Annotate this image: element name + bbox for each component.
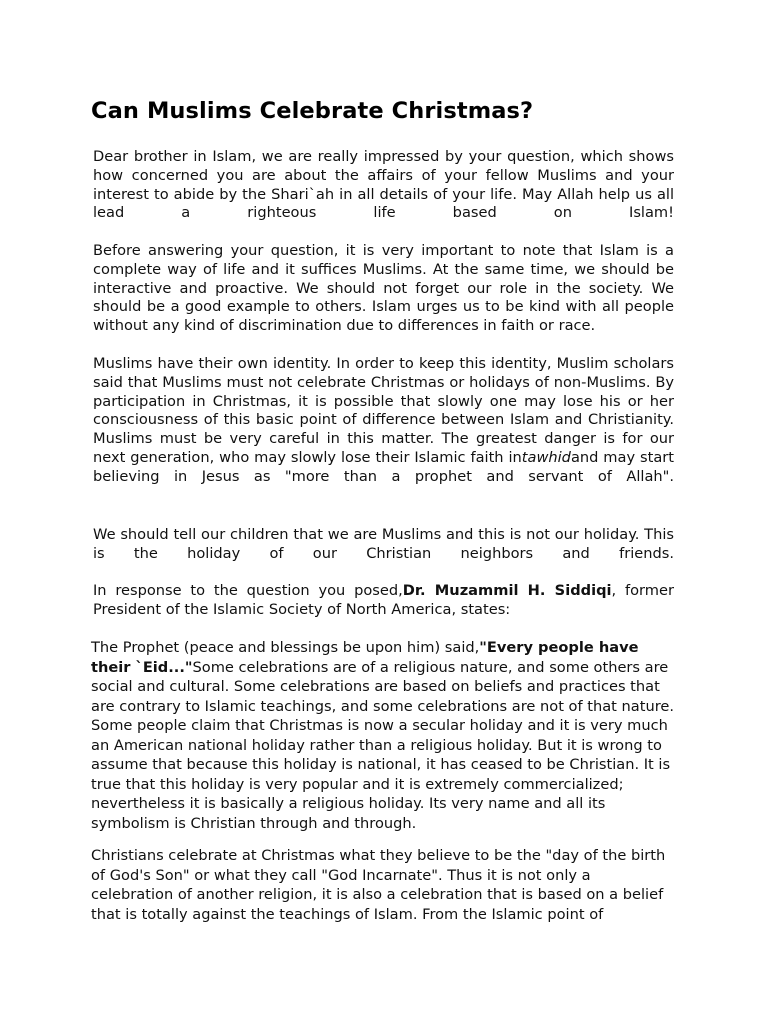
paragraph-text: Muslims have their own identity. In order to keep this identity, Muslim scholars said that Muslims must not celebrate Christmas or holidays of non-Muslims. By participation in Christmas, it is possible that slowly one may lose his or her consciousness of this basic point of difference between Islam and Christianity. Muslims must be very careful in this matter. The greatest danger is for our next generation, who may slowly lose their Islamic faith in bbox=[93, 355, 674, 466]
bold-text: Dr. Muzammil H. Siddiqi bbox=[402, 582, 612, 599]
paragraph-text: , former President of the Islamic Society of North America, states: bbox=[93, 582, 674, 618]
paragraph-text: Before answering your question, it is very important to note that Islam is a complete way of life and it suffices Muslims. At the same time, we should be interactive and proactive. We should not forget our role in the society. We should be a good example to others. Islam urges us to be kind with all people without any kind of discrimination due to differences in faith or race. bbox=[93, 242, 674, 335]
paragraph-muslim-identity bbox=[93, 355, 674, 487]
bold-text: "Every people have their `Eid..." bbox=[91, 639, 639, 676]
paragraph-text: In response to the question you posed, bbox=[93, 582, 403, 599]
paragraph-text: Dear brother in Islam, we are really impressed by your question, which shows how concerned you are about the affairs of your fellow Muslims and your interest to abide by the Shari`ah in all details of your life. May Allah help us all lead a righteous life based on Islam! bbox=[93, 148, 674, 222]
paragraph-response-intro bbox=[93, 582, 674, 620]
paragraph-text: Some celebrations are of a religious nature, and some others are social and cultural. Some celebrations are based on beliefs and practices that are contrary to Islamic teachings, and some celebrations are not of that nature. Some people claim that Christmas is now a secular holiday and it is very much an American national holiday rather than a religious holiday. But it is wrong to assume that because this holiday is national, it has ceased to be Christian. It is true that this holiday is very popular and it is extremely commercialized; nevertheless it is basically a religious holiday. Its very name and all its symbolism is Christian through and through. bbox=[91, 658, 674, 832]
paragraph-text: and may start believing in Jesus as "more than a prophet and servant of Allah". bbox=[93, 448, 675, 485]
paragraph-christian-celebration bbox=[91, 846, 676, 924]
paragraph-islam-way-of-life bbox=[93, 242, 674, 336]
italic-text: tawhid bbox=[521, 448, 571, 466]
paragraph-text: Christians celebrate at Christmas what they believe to be the "day of the birth of God's Son" or what they call "God Incarnate". Thus it is not only a celebration of another religion, it is also a celebration that is based on a belief that is totally against the teachings of Islam. From the Islamic point of bbox=[91, 847, 666, 923]
paragraph-prophet-quote bbox=[91, 638, 676, 833]
paragraph-text: The Prophet (peace and blessings be upon him) said, bbox=[91, 639, 480, 656]
paragraph-text: We should tell our children that we are Muslims and this is not our holiday. This is the holiday of our Christian neighbors and friends. bbox=[93, 526, 674, 562]
paragraph-intro bbox=[93, 148, 674, 223]
page-title: Can Muslims Celebrate Christmas? bbox=[91, 98, 534, 124]
paragraph-tell-children bbox=[93, 526, 674, 564]
